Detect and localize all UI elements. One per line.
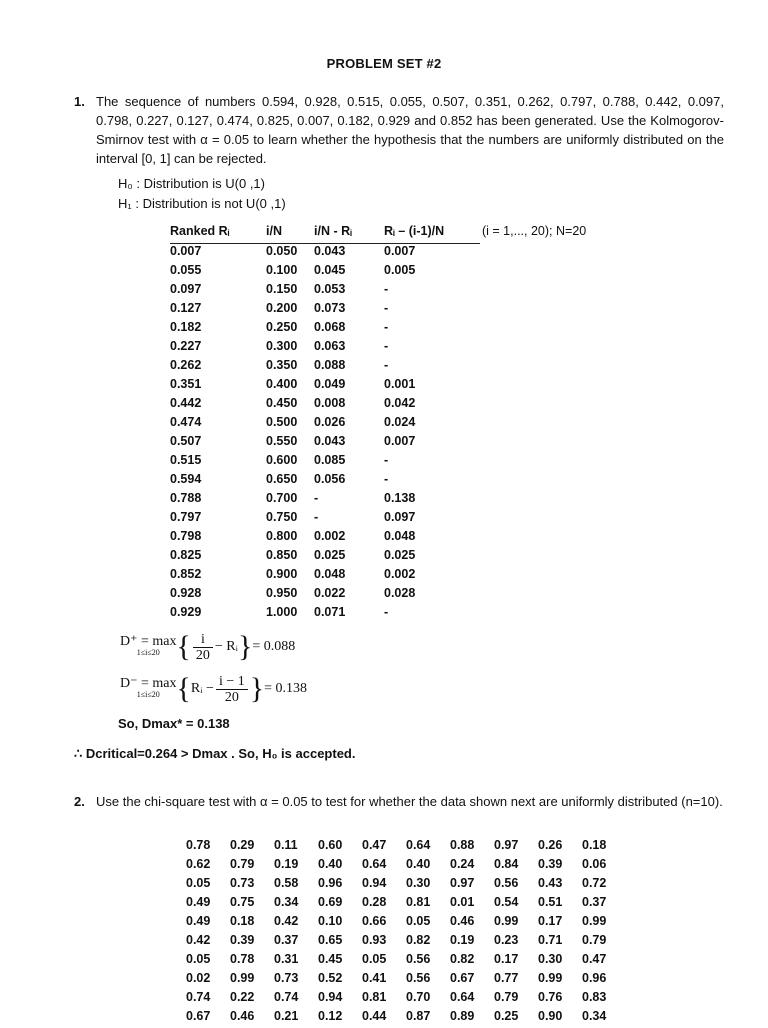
grid-cell: 0.72 bbox=[582, 876, 607, 890]
grid-cell: 0.28 bbox=[362, 895, 387, 909]
grid-cell: 0.51 bbox=[538, 895, 563, 909]
table-cell: 0.007 bbox=[384, 244, 416, 258]
table-cell: 0.048 bbox=[384, 529, 416, 543]
table-cell: 0.025 bbox=[384, 548, 416, 562]
table-cell: 0.001 bbox=[384, 377, 416, 391]
grid-cell: 0.30 bbox=[406, 876, 431, 890]
grid-cell: 0.31 bbox=[274, 952, 299, 966]
grid-cell: 0.19 bbox=[274, 857, 299, 871]
grid-cell: 0.99 bbox=[494, 914, 519, 928]
grid-cell: 0.30 bbox=[538, 952, 563, 966]
grid-cell: 0.71 bbox=[538, 933, 563, 947]
grid-cell: 0.90 bbox=[538, 1009, 563, 1023]
problem-number: 1. bbox=[74, 94, 85, 109]
grid-cell: 0.29 bbox=[230, 838, 255, 852]
table-cell: - bbox=[384, 605, 389, 619]
ks-table bbox=[170, 224, 480, 624]
d-minus-formula bbox=[120, 672, 307, 706]
grid-cell: 0.24 bbox=[450, 857, 475, 871]
grid-cell: 0.66 bbox=[362, 914, 387, 928]
column-header: Ranked Rᵢ bbox=[170, 224, 230, 238]
grid-cell: 0.67 bbox=[450, 971, 475, 985]
table-cell: 0.008 bbox=[314, 396, 346, 410]
left-brace: { bbox=[176, 672, 191, 705]
max-operator bbox=[120, 636, 177, 658]
table-cell: 0.800 bbox=[266, 529, 298, 543]
grid-cell: 0.93 bbox=[362, 933, 387, 947]
table-cell: 0.007 bbox=[170, 244, 202, 258]
grid-cell: 0.96 bbox=[318, 876, 343, 890]
fraction-numerator: i − 1 bbox=[216, 674, 248, 690]
grid-cell: 0.54 bbox=[494, 895, 519, 909]
grid-cell: 0.45 bbox=[318, 952, 343, 966]
table-cell: 0.550 bbox=[266, 434, 298, 448]
table-cell: 0.788 bbox=[170, 491, 202, 505]
grid-cell: 0.05 bbox=[406, 914, 431, 928]
table-cell: - bbox=[384, 358, 389, 372]
table-cell: 0.068 bbox=[314, 320, 346, 334]
formula-lhs: D⁺ = max bbox=[120, 634, 177, 649]
formula-subscript: 1≤i≤20 bbox=[136, 690, 160, 699]
ks-table-body bbox=[170, 244, 480, 625]
grid-row bbox=[186, 1009, 626, 1028]
table-row bbox=[170, 244, 480, 264]
grid-cell: 0.74 bbox=[186, 990, 211, 1004]
grid-cell: 0.42 bbox=[186, 933, 211, 947]
table-cell: 0.797 bbox=[170, 510, 202, 524]
grid-cell: 0.19 bbox=[450, 933, 475, 947]
table-cell: 0.150 bbox=[266, 282, 298, 296]
grid-cell: 0.75 bbox=[230, 895, 255, 909]
grid-cell: 0.39 bbox=[538, 857, 563, 871]
grid-cell: 0.25 bbox=[494, 1009, 519, 1023]
table-cell: 0.097 bbox=[384, 510, 416, 524]
grid-cell: 0.74 bbox=[274, 990, 299, 1004]
problem-number: 2. bbox=[74, 794, 85, 809]
grid-cell: 0.43 bbox=[538, 876, 563, 890]
table-cell: 0.700 bbox=[266, 491, 298, 505]
table-cell: 0.043 bbox=[314, 244, 346, 258]
grid-cell: 0.78 bbox=[230, 952, 255, 966]
grid-row bbox=[186, 857, 626, 876]
table-cell: 0.350 bbox=[266, 358, 298, 372]
column-header: i/N - Rᵢ bbox=[314, 224, 352, 238]
page-title: PROBLEM SET #2 bbox=[326, 56, 442, 71]
table-row bbox=[170, 586, 480, 605]
table-row bbox=[170, 434, 480, 453]
table-row bbox=[170, 567, 480, 586]
grid-cell: 0.49 bbox=[186, 914, 211, 928]
table-cell: 0.750 bbox=[266, 510, 298, 524]
table-cell: 0.073 bbox=[314, 301, 346, 315]
grid-cell: 0.56 bbox=[406, 971, 431, 985]
table-cell: 0.500 bbox=[266, 415, 298, 429]
grid-cell: 0.26 bbox=[538, 838, 563, 852]
table-row bbox=[170, 453, 480, 472]
formula-result: = 0.138 bbox=[264, 681, 308, 696]
table-row bbox=[170, 282, 480, 301]
grid-row bbox=[186, 895, 626, 914]
grid-cell: 0.77 bbox=[494, 971, 519, 985]
table-note: (i = 1,..., 20); N=20 bbox=[482, 224, 587, 238]
grid-cell: 0.69 bbox=[318, 895, 343, 909]
grid-cell: 0.44 bbox=[362, 1009, 387, 1023]
table-cell: 0.474 bbox=[170, 415, 202, 429]
table-cell: - bbox=[384, 320, 389, 334]
column-header: i/N bbox=[266, 224, 282, 238]
grid-row bbox=[186, 990, 626, 1009]
grid-cell: 0.18 bbox=[582, 838, 607, 852]
table-cell: 0.022 bbox=[314, 586, 346, 600]
problem-1-statement bbox=[74, 92, 724, 168]
table-cell: 0.850 bbox=[266, 548, 298, 562]
grid-cell: 0.88 bbox=[450, 838, 475, 852]
grid-cell: 0.39 bbox=[230, 933, 255, 947]
grid-cell: 0.99 bbox=[582, 914, 607, 928]
table-cell: 0.450 bbox=[266, 396, 298, 410]
table-cell: 0.097 bbox=[170, 282, 202, 296]
grid-cell: 0.40 bbox=[318, 857, 343, 871]
table-cell: 0.127 bbox=[170, 301, 202, 315]
table-row bbox=[170, 529, 480, 548]
grid-cell: 0.18 bbox=[230, 914, 255, 928]
table-cell: 0.007 bbox=[384, 434, 416, 448]
grid-cell: 0.67 bbox=[186, 1009, 211, 1023]
grid-row bbox=[186, 933, 626, 952]
formula-term: Rᵢ − bbox=[190, 681, 214, 696]
fraction-numerator: i bbox=[193, 632, 213, 648]
table-cell: 0.050 bbox=[266, 244, 298, 258]
table-cell: 0.026 bbox=[314, 415, 346, 429]
table-row bbox=[170, 472, 480, 491]
grid-cell: 0.37 bbox=[582, 895, 607, 909]
table-cell: - bbox=[384, 301, 389, 315]
table-row bbox=[170, 548, 480, 567]
grid-cell: 0.10 bbox=[318, 914, 343, 928]
grid-cell: 0.64 bbox=[406, 838, 431, 852]
grid-cell: 0.64 bbox=[450, 990, 475, 1004]
problem-text: Use the chi-square test with α = 0.05 to test for whether the data shown next are uniformly distributed (n=10). bbox=[96, 794, 723, 809]
grid-cell: 0.58 bbox=[274, 876, 299, 890]
grid-cell: 0.76 bbox=[538, 990, 563, 1004]
grid-cell: 0.65 bbox=[318, 933, 343, 947]
table-cell: 0.025 bbox=[314, 548, 346, 562]
max-operator bbox=[120, 678, 177, 700]
table-cell: 0.053 bbox=[314, 282, 346, 296]
table-cell: 0.515 bbox=[170, 453, 202, 467]
table-cell: 0.088 bbox=[314, 358, 346, 372]
grid-cell: 0.99 bbox=[538, 971, 563, 985]
grid-cell: 0.01 bbox=[450, 895, 475, 909]
table-cell: - bbox=[384, 282, 389, 296]
grid-cell: 0.87 bbox=[406, 1009, 431, 1023]
grid-cell: 0.64 bbox=[362, 857, 387, 871]
table-cell: 0.507 bbox=[170, 434, 202, 448]
grid-cell: 0.05 bbox=[186, 876, 211, 890]
table-cell: 0.002 bbox=[384, 567, 416, 581]
grid-cell: 0.81 bbox=[406, 895, 431, 909]
grid-cell: 0.94 bbox=[362, 876, 387, 890]
grid-cell: 0.47 bbox=[362, 838, 387, 852]
grid-cell: 0.73 bbox=[230, 876, 255, 890]
table-cell: 0.005 bbox=[384, 263, 416, 277]
grid-cell: 0.94 bbox=[318, 990, 343, 1004]
table-cell: 0.049 bbox=[314, 377, 346, 391]
table-cell: - bbox=[384, 339, 389, 353]
table-cell: 0.950 bbox=[266, 586, 298, 600]
grid-cell: 0.79 bbox=[230, 857, 255, 871]
grid-row bbox=[186, 914, 626, 933]
problem-text: The sequence of numbers 0.594, 0.928, 0.515, 0.055, 0.507, 0.351, 0.262, 0.797, 0.788, 0.442, 0.097, 0.798, 0.227, 0.127, 0.474, 0.825, 0.007, 0.182, 0.929 and 0.852 has been generated. Use the Kolmogorov-Smirnov test with α = 0.05 to learn whether the hypothesis that the numbers are uniformly distributed on the interval [0, 1] can be rejected. bbox=[96, 94, 724, 166]
table-cell: 0.798 bbox=[170, 529, 202, 543]
grid-cell: 0.21 bbox=[274, 1009, 299, 1023]
grid-cell: 0.99 bbox=[230, 971, 255, 985]
fraction bbox=[193, 632, 213, 663]
table-cell: 0.063 bbox=[314, 339, 346, 353]
table-row bbox=[170, 510, 480, 529]
chi-square-data-grid bbox=[186, 838, 626, 1028]
grid-row bbox=[186, 876, 626, 895]
table-cell: 0.825 bbox=[170, 548, 202, 562]
problem-2-statement bbox=[74, 792, 724, 811]
grid-cell: 0.56 bbox=[406, 952, 431, 966]
grid-cell: 0.62 bbox=[186, 857, 211, 871]
table-row bbox=[170, 301, 480, 320]
grid-cell: 0.46 bbox=[450, 914, 475, 928]
grid-row bbox=[186, 838, 626, 857]
formula-result: = 0.088 bbox=[252, 639, 296, 654]
table-cell: 0.400 bbox=[266, 377, 298, 391]
grid-cell: 0.02 bbox=[186, 971, 211, 985]
table-cell: 0.650 bbox=[266, 472, 298, 486]
conclusion: ∴ Dcritical=0.264 > Dmax . So, H₀ is accepted. bbox=[74, 746, 356, 761]
fraction-denominator: 20 bbox=[224, 689, 239, 705]
grid-cell: 0.42 bbox=[274, 914, 299, 928]
grid-cell: 0.06 bbox=[582, 857, 607, 871]
grid-cell: 0.79 bbox=[582, 933, 607, 947]
table-cell: 0.929 bbox=[170, 605, 202, 619]
fraction bbox=[216, 674, 248, 705]
table-row bbox=[170, 320, 480, 339]
grid-cell: 0.49 bbox=[186, 895, 211, 909]
grid-cell: 0.52 bbox=[318, 971, 343, 985]
grid-cell: 0.82 bbox=[406, 933, 431, 947]
table-cell: 0.055 bbox=[170, 263, 202, 277]
table-cell: 0.100 bbox=[266, 263, 298, 277]
grid-cell: 0.84 bbox=[494, 857, 519, 871]
table-cell: 0.227 bbox=[170, 339, 202, 353]
grid-cell: 0.78 bbox=[186, 838, 211, 852]
table-row bbox=[170, 377, 480, 396]
formula-subscript: 1≤i≤20 bbox=[136, 648, 160, 657]
left-brace: { bbox=[176, 630, 191, 663]
table-cell: 0.262 bbox=[170, 358, 202, 372]
table-cell: 0.442 bbox=[170, 396, 202, 410]
d-plus-formula bbox=[120, 630, 295, 664]
table-cell: - bbox=[384, 472, 389, 486]
table-cell: 0.085 bbox=[314, 453, 346, 467]
table-cell: 0.594 bbox=[170, 472, 202, 486]
table-row bbox=[170, 605, 480, 624]
table-cell: - bbox=[314, 491, 319, 505]
formula-term: − Rᵢ bbox=[214, 639, 238, 654]
table-cell: 0.138 bbox=[384, 491, 416, 505]
right-brace: } bbox=[237, 630, 253, 663]
grid-cell: 0.47 bbox=[582, 952, 607, 966]
grid-cell: 0.56 bbox=[494, 876, 519, 890]
grid-row bbox=[186, 971, 626, 990]
table-cell: 0.351 bbox=[170, 377, 202, 391]
table-cell: 0.045 bbox=[314, 263, 346, 277]
grid-cell: 0.60 bbox=[318, 838, 343, 852]
table-cell: 0.024 bbox=[384, 415, 416, 429]
grid-cell: 0.81 bbox=[362, 990, 387, 1004]
null-hypothesis: H₀ : Distribution is U(0 ,1) bbox=[118, 176, 265, 191]
grid-cell: 0.79 bbox=[494, 990, 519, 1004]
right-brace: } bbox=[249, 672, 265, 705]
table-cell: 0.071 bbox=[314, 605, 346, 619]
table-cell: 0.182 bbox=[170, 320, 202, 334]
data-grid-body bbox=[186, 838, 626, 1028]
dmax-statement: So, Dmax* = 0.138 bbox=[118, 716, 230, 731]
table-cell: 1.000 bbox=[266, 605, 298, 619]
grid-cell: 0.96 bbox=[582, 971, 607, 985]
grid-cell: 0.22 bbox=[230, 990, 255, 1004]
table-cell: 0.600 bbox=[266, 453, 298, 467]
table-cell: 0.300 bbox=[266, 339, 298, 353]
table-row bbox=[170, 263, 480, 282]
grid-cell: 0.34 bbox=[582, 1009, 607, 1023]
table-cell: 0.928 bbox=[170, 586, 202, 600]
table-row bbox=[170, 491, 480, 510]
grid-cell: 0.05 bbox=[362, 952, 387, 966]
table-cell: 0.042 bbox=[384, 396, 416, 410]
grid-cell: 0.41 bbox=[362, 971, 387, 985]
grid-cell: 0.97 bbox=[450, 876, 475, 890]
table-cell: 0.056 bbox=[314, 472, 346, 486]
grid-cell: 0.40 bbox=[406, 857, 431, 871]
formula-lhs: D⁻ = max bbox=[120, 676, 177, 691]
grid-cell: 0.89 bbox=[450, 1009, 475, 1023]
grid-cell: 0.17 bbox=[494, 952, 519, 966]
table-row bbox=[170, 339, 480, 358]
grid-cell: 0.11 bbox=[274, 838, 298, 852]
grid-cell: 0.37 bbox=[274, 933, 299, 947]
table-cell: 0.200 bbox=[266, 301, 298, 315]
alternative-hypothesis: H₁ : Distribution is not U(0 ,1) bbox=[118, 196, 286, 211]
grid-cell: 0.70 bbox=[406, 990, 431, 1004]
grid-cell: 0.23 bbox=[494, 933, 519, 947]
grid-cell: 0.73 bbox=[274, 971, 299, 985]
table-cell: 0.048 bbox=[314, 567, 346, 581]
grid-cell: 0.83 bbox=[582, 990, 607, 1004]
grid-cell: 0.82 bbox=[450, 952, 475, 966]
grid-cell: 0.97 bbox=[494, 838, 519, 852]
grid-cell: 0.34 bbox=[274, 895, 299, 909]
table-row bbox=[170, 415, 480, 434]
table-cell: 0.900 bbox=[266, 567, 298, 581]
grid-cell: 0.17 bbox=[538, 914, 563, 928]
grid-cell: 0.05 bbox=[186, 952, 211, 966]
column-header: Rᵢ – (i-1)/N bbox=[384, 224, 445, 238]
grid-cell: 0.12 bbox=[318, 1009, 343, 1023]
table-cell: 0.043 bbox=[314, 434, 346, 448]
table-cell: 0.852 bbox=[170, 567, 202, 581]
table-row bbox=[170, 358, 480, 377]
table-cell: 0.002 bbox=[314, 529, 346, 543]
table-cell: 0.250 bbox=[266, 320, 298, 334]
table-row bbox=[170, 396, 480, 415]
fraction-denominator: 20 bbox=[195, 647, 210, 663]
table-cell: 0.028 bbox=[384, 586, 416, 600]
grid-cell: 0.46 bbox=[230, 1009, 255, 1023]
table-cell: - bbox=[314, 510, 319, 524]
table-cell: - bbox=[384, 453, 389, 467]
grid-row bbox=[186, 952, 626, 971]
ks-table-header bbox=[170, 224, 480, 244]
